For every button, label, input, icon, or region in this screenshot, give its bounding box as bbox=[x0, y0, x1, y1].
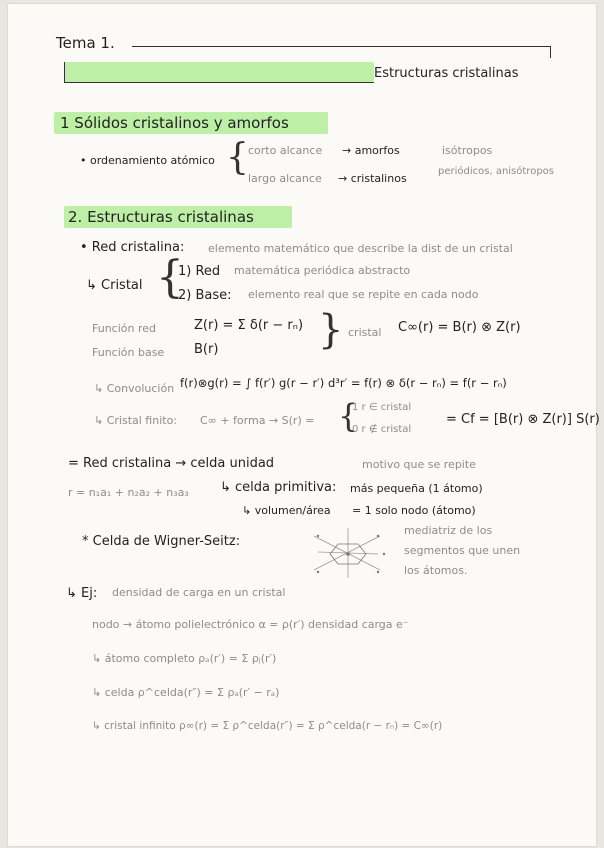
ordenamiento-brace: { bbox=[226, 137, 249, 178]
example-line-3: ↳ celda ρ^celda(r″) = Σ ρₐ(r′ − rₐ) bbox=[92, 686, 280, 699]
primitive-cell-label: ↳ celda primitiva: bbox=[220, 480, 337, 495]
convolution-formula: f(r)⊗g(r) = ∫ f(r′) g(r − r′) d³r′ = f(r) ⊗ δ(r − rₙ) = f(r − rₙ) bbox=[180, 376, 507, 390]
short-range-label: corto alcance bbox=[248, 144, 323, 157]
header-top-rule bbox=[132, 46, 550, 47]
finite-crystal-label: ↳ Cristal finito: bbox=[94, 414, 178, 427]
item2-def: elemento real que se repite en cada nodo bbox=[248, 288, 479, 301]
section2-title: 2. Estructuras cristalinas bbox=[68, 208, 254, 226]
cristal-formula: C∞(r) = B(r) ⊗ Z(r) bbox=[398, 320, 521, 335]
wigner-seitz-label: * Celda de Wigner-Seitz: bbox=[82, 534, 241, 549]
volume-note: = 1 solo nodo (átomo) bbox=[352, 504, 476, 517]
finite-crystal-text: C∞ + forma → S(r) = bbox=[200, 414, 315, 427]
red-cristalina-def: elemento matemático que describe la dist de un cristal bbox=[208, 242, 513, 255]
header-subtitle: Estructuras cristalinas bbox=[374, 66, 519, 81]
cristal-brace: { bbox=[156, 252, 184, 303]
func-brace: } bbox=[318, 307, 344, 353]
header-right-tick bbox=[550, 46, 551, 58]
long-range-note: periódicos, anisótropos bbox=[438, 166, 554, 177]
short-range-note: isótropos bbox=[442, 144, 493, 157]
header-highlight bbox=[64, 62, 374, 82]
unit-cell-line: = Red cristalina → celda unidad bbox=[68, 456, 275, 471]
short-range-result: → amorfos bbox=[342, 144, 400, 157]
func-base-formula: B(r) bbox=[194, 342, 219, 357]
finite-result: = Cf = [B(r) ⊗ Z(r)] S(r) bbox=[446, 412, 600, 427]
func-red-label: Función red bbox=[92, 322, 157, 335]
red-cristalina-label: • Red cristalina: bbox=[80, 240, 185, 255]
volume-label: ↳ volumen/área bbox=[242, 504, 331, 517]
wigner-note-2: segmentos que unen bbox=[404, 544, 521, 557]
item1-label: 1) Red bbox=[178, 264, 221, 279]
finite-brace: { bbox=[338, 397, 359, 435]
long-range-label: largo alcance bbox=[248, 172, 322, 185]
example-line-1: nodo → átomo polielectrónico α = ρ(r′) densidad carga e⁻ bbox=[92, 618, 409, 631]
example-line-2: ↳ átomo completo ρₐ(r′) = Σ ρⱼ(r′) bbox=[92, 652, 277, 665]
func-red-formula: Z(r) = Σ δ(r − rₙ) bbox=[194, 318, 304, 333]
example-line-4: ↳ cristal infinito ρ∞(r) = Σ ρ^celda(r″) = Σ ρ^celda(r − rₙ) = C∞(r) bbox=[92, 720, 443, 732]
tema-label: Tema 1. bbox=[56, 34, 115, 52]
header-left-tick bbox=[64, 62, 65, 82]
section1-title: 1 Sólidos cristalinos y amorfos bbox=[60, 114, 289, 132]
header-bottom-rule bbox=[64, 82, 374, 83]
func-base-label: Función base bbox=[92, 346, 165, 359]
cristal-word: cristal bbox=[348, 326, 382, 339]
wigner-seitz-sketch bbox=[308, 526, 388, 580]
finite-case-1: 1 r ∈ cristal bbox=[352, 402, 412, 413]
item1-def: matemática periódica abstracto bbox=[234, 264, 411, 277]
item2-label: 2) Base: bbox=[178, 288, 232, 303]
wigner-note-3: los átomos. bbox=[404, 564, 468, 577]
wigner-note-1: mediatriz de los bbox=[404, 524, 493, 537]
cristal-label: ↳ Cristal bbox=[86, 278, 143, 293]
example-label: ↳ Ej: bbox=[66, 586, 98, 601]
finite-case-2: 0 r ∉ cristal bbox=[352, 424, 412, 435]
primitive-cell-note: más pequeña (1 átomo) bbox=[350, 482, 483, 495]
lattice-vector-formula: r = n₁a₁ + n₂a₂ + n₃a₃ bbox=[68, 486, 189, 499]
notebook-page bbox=[8, 4, 600, 846]
example-title: densidad de carga en un cristal bbox=[112, 586, 286, 599]
long-range-result: → cristalinos bbox=[338, 172, 407, 185]
unit-cell-note: motivo que se repite bbox=[362, 458, 476, 471]
ordenamiento-bullet: • ordenamiento atómico bbox=[80, 154, 215, 167]
convolution-label: ↳ Convolución bbox=[94, 382, 175, 395]
